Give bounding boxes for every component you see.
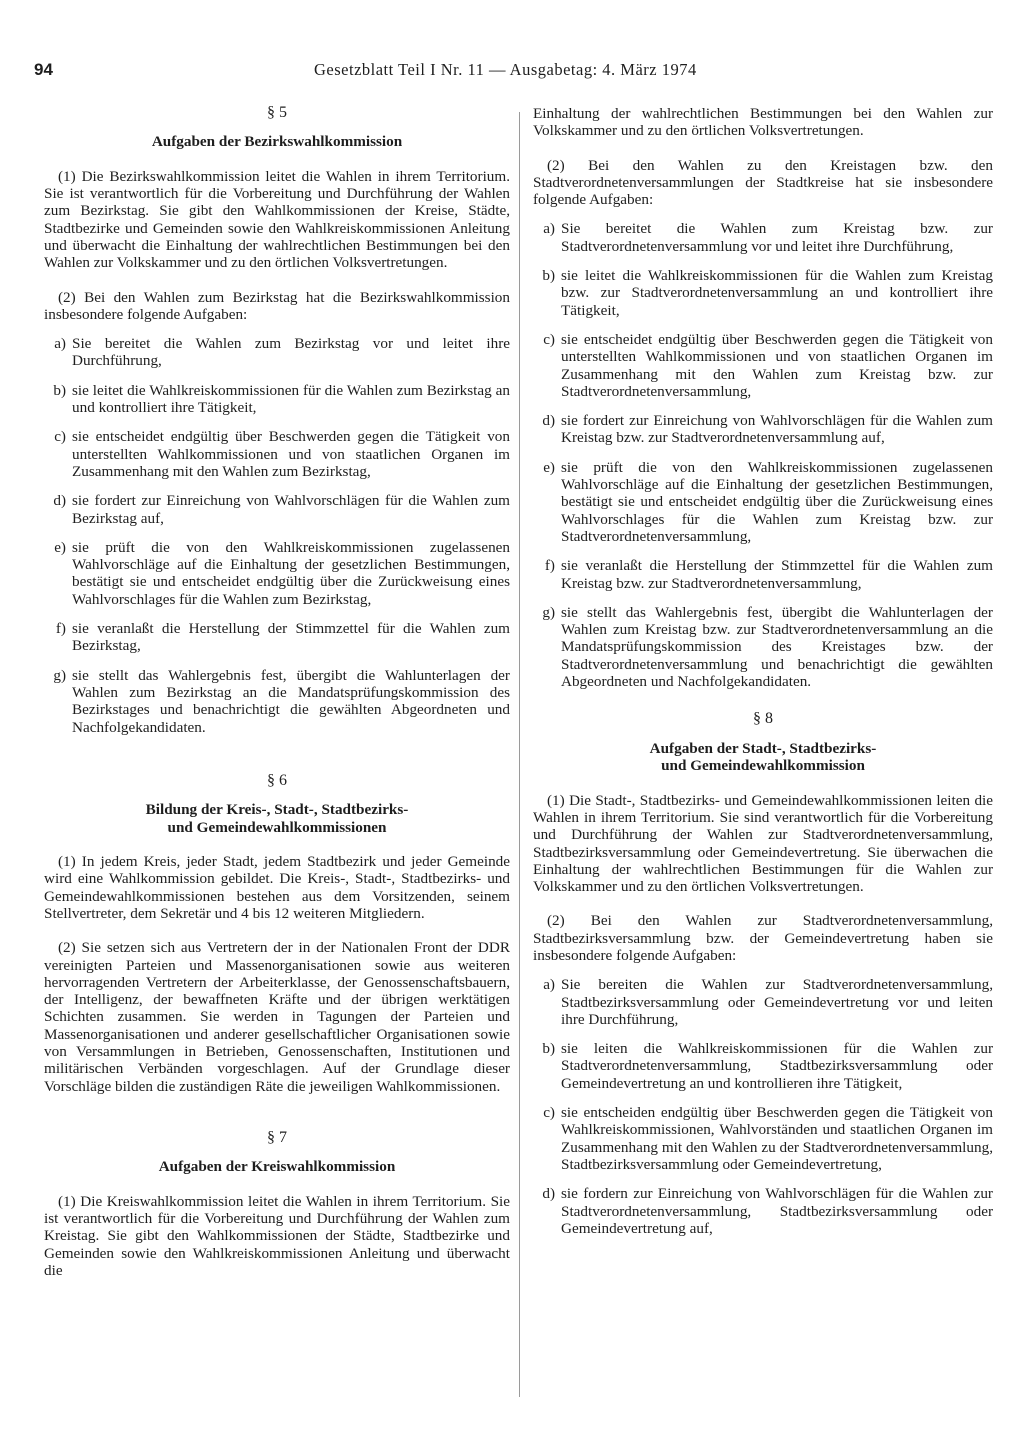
section-8-number: § 8 xyxy=(753,710,773,728)
section-5-paragraph-1: (1) Die Bezirkswahlkommission leitet die Wahlen in ihrem Territorium. Sie ist verantwortlich für die Vorbereitung und Durchführung der Wahlen zum Bezirkstag. Sie gibt den Wahlkommissionen der Kreise, Städte, Stadtbezirke und Gemeinden sowie den Wahlkreiskommissionen Anleitung und überwacht die Einhaltung der wahlrechtlichen Bestimmungen bei den Wahlen zur Volkskammer und zu den örtlichen Volksvertretungen. xyxy=(44,167,510,272)
list-item: b) sie leitet die Wahlkreiskommissionen für die Wahlen zum Bezirkstag an und kontrolliert ihre Tätigkeit, xyxy=(53,381,510,417)
section-5-title: Aufgaben der Bezirkswahlkommission xyxy=(151,133,403,151)
list-item: e) sie prüft die von den Wahlkreiskommissionen zugelassenen Wahlvorschläge auf die Einhaltung der gesetzlichen Bestimmungen, bestätigt sie und entscheidet endgültig über die Zurückweisung eines Wahlvorschlages für die Wahlen zum Kreistag bzw. zur Stadtverordnetenversammlung, xyxy=(543,458,993,545)
list-item: d) sie fordern zur Einreichung von Wahlvorschlägen für die Wahlen zur Stadtverordnetenversammlung, Stadtbezirksversammlung oder Gemeindevertretung auf, xyxy=(542,1185,993,1237)
list-item: a) Sie bereitet die Wahlen zum Kreistag bzw. zur Stadtverordnetenversammlung vor und leitet ihre Durchführung, xyxy=(543,220,993,255)
section-5-number: § 5 xyxy=(267,104,287,121)
section-7-title: Aufgaben der Kreiswahlkommission xyxy=(158,1158,396,1176)
list-item: g) sie stellt das Wahlergebnis fest, übergibt die Wahlunterlagen der Wahlen zum Bezirkstag an die Mandatsprüfungskommission des Bezirkstages und benachrichtigt die gewählten Abgeordneten und Nachfolgekandidaten. xyxy=(53,666,510,736)
section-8-paragraph-2: (2) Bei den Wahlen zur Stadtverordnetenversammlung, Stadtbezirksversammlung bzw. der Gemeindevertretung haben sie insbesondere folgende Aufgaben: xyxy=(533,912,993,964)
section-8-list xyxy=(533,976,993,1237)
page-header xyxy=(34,58,734,82)
section-5-list xyxy=(44,335,510,736)
list-item: f) sie veranlaßt die Herstellung der Stimmzettel für die Wahlen zum Kreistag bzw. zur Stadtverordnetenversammlung, xyxy=(544,557,993,592)
list-item: b) sie leitet die Wahlkreiskommissionen für die Wahlen zum Kreistag bzw. zur Stadtverordnetenversammlung an und kontrolliert ihre Tätigkeit, xyxy=(542,267,993,319)
section-7-list xyxy=(533,220,993,690)
section-6-paragraph-1: (1) In jedem Kreis, jeder Stadt, jedem Stadtbezirk und jeder Gemeinde wird eine Wahlkommission gebildet. Die Kreis-, Stadt-, Stadtbezirks- und Gemeindewahlkommissionen bestehen aus dem Vorsitzenden, seinem Stellvertreter, dem Sekretär und 4 bis 12 weiteren Mitgliedern. xyxy=(44,853,510,922)
gazette-title: Gesetzblatt Teil I Nr. 11 — Ausgabetag: 4. März 1974 xyxy=(314,60,697,79)
page-number: 94 xyxy=(34,60,53,79)
section-6-paragraph-2: (2) Sie setzen sich aus Vertretern der in der Nationalen Front der DDR vereinigten Parteien und Massenorganisationen sowie aus weiteren hervorragenden Vertretern der Arbeiterklasse, der Genossenschaftsbauern, der Intelligenz, der bewaffneten Kräfte und der übrigen werktätigen Schichten zusammen. Sie werden in Tagungen der Parteien und Massenorganisationen und anderer gesellschaftlicher Organisationen sowie von Versammlungen in Betrieben, Genossenschaften, Institutionen und militärischen Verbänden vorgeschlagen. Auf der Grundlage dieser Vorschläge bilden die zuständigen Räte die jeweiligen Wahlkommissionen. xyxy=(44,939,510,1095)
section-6-number: § 6 xyxy=(267,771,287,789)
list-item: e) sie prüft die von den Wahlkreiskommissionen zugelassenen Wahlvorschläge auf die Einhaltung der gesetzlichen Bestimmungen, bestätigt sie und entscheidet endgültig über die Zurückweisung eines Wahlvorschlages für die Wahlen zum Bezirkstag, xyxy=(54,538,510,608)
section-8-paragraph-1: (1) Die Stadt-, Stadtbezirks- und Gemeindewahlkommissionen leiten die Wahlen in ihrem Territorium. Sie sind verantwortlich für die Vorbereitung und Durchführung der Wahlen zur Stadtverordnetenversammlung, Stadtbezirksversammlung oder Gemeindevertretung. Sie überwachen die Einhaltung der wahlrechtlichen Bestimmungen für die Wahlen zur Volkskammer und zu den örtlichen Volksvertretungen. xyxy=(533,791,993,896)
section-7-number: § 7 xyxy=(267,1128,287,1146)
list-item: b) sie leiten die Wahlkreiskommissionen für die Wahlen zur Stadtverordnetenversammlung, Stadtbezirksversammlung oder Gemeindevertretung an und kontrollieren ihre Tätigkeit, xyxy=(542,1040,993,1092)
section-8-title: Aufgaben der Stadt-, Stadtbezirks- und Gemeindewahlkommission xyxy=(649,739,877,775)
section-5-paragraph-2: (2) Bei den Wahlen zum Bezirkstag hat die Bezirkswahlkommission insbesondere folgende Aufgaben: xyxy=(44,288,510,323)
list-item: g) sie stellt das Wahlergebnis fest, übergibt die Wahlunterlagen der Wahlen zum Kreistag bzw. zur Stadtverordnetenversammlung an die Mandatsprüfungskommission des Kreistages bzw. der Stadtverordnetenversammlung und benachrichtigt die gewählten Abgeordneten und Nachfolgekandidaten. xyxy=(542,603,993,691)
list-item: a) Sie bereiten die Wahlen zur Stadtverordnetenversammlung, Stadtbezirksversammlung oder Gemeindevertretung vor und leiten ihre Durchführung, xyxy=(543,976,993,1028)
list-item: d) sie fordert zur Einreichung von Wahlvorschlägen für die Wahlen zum Bezirkstag auf, xyxy=(53,492,510,527)
section-7-paragraph-1: (1) Die Kreiswahlkommission leitet die Wahlen in ihrem Territorium. Sie ist verantwortlich für die Vorbereitung und Durchführung der Wahlen zum Kreistag. Sie gibt den Wahlkommissionen der Städte, Stadtbezirke und Gemeinden sowie den Wahlkreiskommissionen Anleitung und überwacht die xyxy=(44,1192,510,1279)
left-column xyxy=(44,104,510,1296)
list-item: d) sie fordert zur Einreichung von Wahlvorschlägen für die Wahlen zum Kreistag bzw. zur Stadtverordnetenversammlung auf, xyxy=(542,412,993,447)
right-column xyxy=(533,105,993,1249)
list-item: f) sie veranlaßt die Herstellung der Stimmzettel für die Wahlen zum Bezirkstag, xyxy=(55,620,510,655)
column-divider xyxy=(519,112,520,1397)
section-6-title: Bildung der Kreis-, Stadt-, Stadtbezirks- und Gemeindewahlkommissionen xyxy=(145,801,409,836)
list-item: c) sie entscheidet endgültig über Beschwerden gegen die Tätigkeit von unterstellten Wahlkommissionen und von staatlichen Organen im Zusammenhang mit den Wahlen zum Bezirkstag, xyxy=(54,428,510,480)
section-7-paragraph-2: (2) Bei den Wahlen zu den Kreistagen bzw. den Stadtverordnetenversammlungen der Stadtkreise hat sie insbesondere folgende Aufgaben: xyxy=(533,156,993,209)
list-item: c) sie entscheidet endgültig über Beschwerden gegen die Tätigkeit von unterstellten Wahlkommissionen und von staatlichen Organen im Zusammenhang mit den Wahlen zum Kreistag bzw. zur Stadtverordnetenversammlung, xyxy=(543,330,993,400)
list-item: a) Sie bereitet die Wahlen zum Bezirkstag vor und leitet ihre Durchführung, xyxy=(54,335,510,370)
section-7-paragraph-1-continued: Einhaltung der wahlrechtlichen Bestimmungen bei den Wahlen zur Volkskammer und zu den örtlichen Volksvertretungen. xyxy=(533,105,993,140)
list-item: c) sie entscheiden endgültig über Beschwerden gegen die Tätigkeit von Wahlkreiskommissionen, Wahlvorständen und staatlichen Organen im Zusammenhang mit den Wahlen zu der Stadtverordnetenversammlung, Stadtbezirksversammlung oder Gemeindevertretung, xyxy=(543,1104,993,1173)
